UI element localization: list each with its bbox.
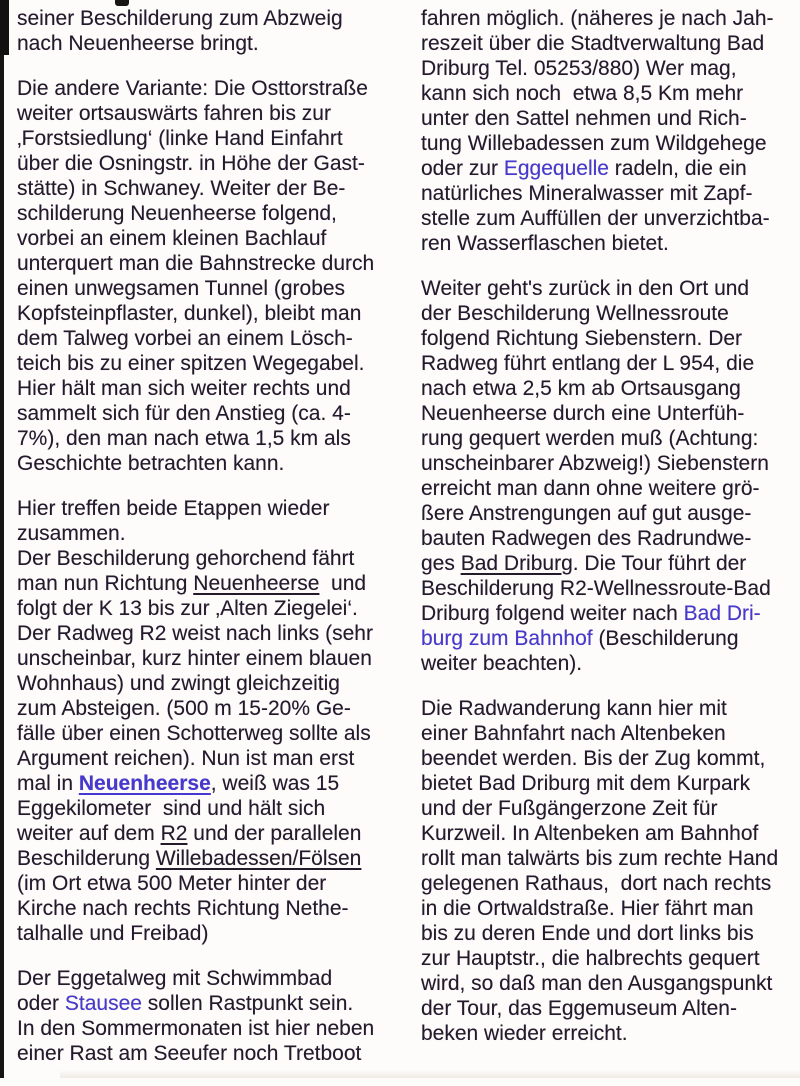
- text-segment: unscheinbar, kurz hinter einem blauen: [17, 647, 372, 670]
- text-segment: radeln, die ein: [608, 157, 747, 180]
- paragraph: [421, 696, 797, 1046]
- text-segment: reszeit über die Stadtverwaltung Bad: [421, 32, 765, 55]
- text-segment: man nun Richtung: [17, 572, 194, 595]
- text-line: [17, 991, 397, 1016]
- text-line: [17, 451, 397, 476]
- text-line: [17, 496, 397, 521]
- text-line: [17, 596, 397, 621]
- text-line: [421, 501, 797, 526]
- text-segment: seiner Beschilderung zum Abzweig: [17, 7, 343, 30]
- text-line: [17, 671, 397, 696]
- text-segment: schilderung Neuenheerse folgend,: [17, 202, 337, 225]
- text-line: [17, 31, 397, 56]
- text-segment: gelegenen Rathaus, dort nach rechts: [421, 872, 772, 895]
- text-segment: Eggekilometer sind und hält sich: [17, 797, 326, 820]
- text-line: [421, 626, 797, 651]
- text-line: [421, 1021, 797, 1046]
- paragraph: [17, 76, 397, 476]
- text-segment: Beschilderung: [17, 847, 156, 870]
- text-line: [17, 1016, 397, 1041]
- text-line: [421, 476, 797, 501]
- text-line: [17, 151, 397, 176]
- text-segment: und der Fußgängerzone Zeit für: [421, 797, 718, 820]
- text-segment: Radweg führt entlang der L 954, die: [421, 352, 755, 375]
- text-line: [421, 351, 797, 376]
- text-segment: Geschichte betrachten kann.: [17, 452, 285, 475]
- text-segment: mal in: [17, 772, 79, 795]
- text-line: [17, 796, 397, 821]
- text-line: [17, 921, 397, 946]
- text-segment: Der Radweg R2 weist nach links (sehr: [17, 622, 373, 645]
- text-segment: Willebadessen/Fölsen: [155, 847, 362, 870]
- scan-bottom-shadow: [60, 1070, 800, 1078]
- text-line: [421, 551, 797, 576]
- text-segment: zur Hauptstr., die halbrechts gequert: [421, 947, 760, 970]
- text-segment: und der parallelen: [187, 822, 362, 845]
- text-segment: stätte) in Schwaney. Weiter der Be-: [17, 177, 346, 200]
- text-line: [421, 106, 797, 131]
- text-line: [421, 746, 797, 771]
- text-segment: Die andere Variante: Die Osttorstraße: [17, 77, 368, 100]
- text-line: [421, 601, 797, 626]
- text-line: [17, 101, 397, 126]
- text-segment: unterquert man die Bahnstrecke durch: [17, 252, 375, 275]
- text-line: [17, 546, 397, 571]
- text-segment: teich bis zu einer spitzen Wegegabel.: [17, 352, 365, 375]
- text-segment: tung Willebadessen zum Wildgehege: [421, 132, 767, 155]
- text-segment: bauten Radwegen des Radrundwe-: [421, 527, 752, 550]
- text-line: [17, 696, 397, 721]
- text-line: [421, 326, 797, 351]
- text-segment: folgend Richtung Siebenstern. Der: [421, 327, 743, 350]
- text-segment: rollt man talwärts bis zum rechte Hand: [421, 847, 779, 870]
- text-line: [421, 56, 797, 81]
- text-segment: vorbei an einem kleinen Bachlauf: [17, 227, 327, 250]
- text-segment: talhalle und Freibad): [17, 922, 209, 945]
- text-line: [17, 376, 397, 401]
- text-line: [421, 896, 797, 921]
- text-line: [17, 571, 397, 596]
- text-segment: ren Wasserflaschen bietet.: [421, 232, 669, 255]
- text-segment: Die Radwanderung kann hier mit: [421, 697, 727, 720]
- text-segment: über die Osningstr. in Höhe der Gast-: [17, 152, 365, 175]
- text-segment: unscheinbarer Abzweig!) Siebenstern: [421, 452, 769, 475]
- text-line: [421, 451, 797, 476]
- link-neuenheerse[interactable]: Neuenheerse: [78, 772, 211, 795]
- text-line: [421, 921, 797, 946]
- text-segment: zusammen.: [17, 522, 126, 545]
- text-line: [17, 351, 397, 376]
- text-line: [17, 721, 397, 746]
- text-line: [421, 206, 797, 231]
- text-line: [421, 821, 797, 846]
- text-line: [17, 846, 397, 871]
- text-line: [17, 6, 397, 31]
- text-segment: Kopfsteinpflaster, dunkel), bleibt man: [17, 302, 362, 325]
- text-segment: In den Sommermonaten ist hier neben: [17, 1017, 375, 1040]
- text-line: [421, 996, 797, 1021]
- paragraph: [17, 496, 397, 946]
- text-line: [421, 401, 797, 426]
- text-segment: beendet werden. Bis der Zug kommt,: [421, 747, 766, 770]
- paragraph: [421, 6, 797, 256]
- text-segment: Neuenheerse durch eine Unterfüh-: [421, 402, 745, 425]
- text-line: [17, 276, 397, 301]
- text-segment: beken wieder erreicht.: [421, 1022, 628, 1045]
- text-segment: fahren möglich. (näheres je nach Jah-: [421, 7, 774, 30]
- text-segment: in die Ortwaldstraße. Hier fährt man: [421, 897, 754, 920]
- text-segment: (Beschilderung: [592, 627, 739, 650]
- text-segment: weiter ortsauswärts fahren bis zur: [17, 102, 331, 125]
- link-stausee[interactable]: Stausee: [64, 992, 142, 1015]
- text-segment: Der Eggetalweg mit Schwimmbad: [17, 967, 333, 990]
- text-segment: 7%), den man nach etwa 1,5 km als: [17, 427, 351, 450]
- text-segment: und: [319, 572, 367, 595]
- text-line: [421, 6, 797, 31]
- text-line: [17, 821, 397, 846]
- text-segment: natürliches Mineralwasser mit Zapf-: [421, 182, 753, 205]
- text-segment: Kirche nach rechts Richtung Nethe-: [17, 897, 349, 920]
- text-segment: R2: [160, 822, 188, 845]
- text-segment: zum Absteigen. (500 m 15-20% Ge-: [17, 697, 351, 720]
- text-line: [421, 81, 797, 106]
- text-segment: Kurzweil. In Altenbeken am Bahnhof: [421, 822, 759, 845]
- text-segment: der Beschilderung Wellnessroute: [421, 302, 729, 325]
- text-segment: Neuenheerse: [193, 572, 320, 595]
- text-line: [17, 76, 397, 101]
- text-segment: nach etwa 2,5 km ab Ortsausgang: [421, 377, 741, 400]
- text-segment: folgt der K 13 bis zur ‚Alten Ziegelei‘.: [17, 597, 358, 620]
- text-line: [17, 646, 397, 671]
- text-line: [17, 521, 397, 546]
- text-line: [421, 771, 797, 796]
- text-segment: bis zu deren Ende und dort links bis: [421, 922, 754, 945]
- text-segment: Wohnhaus) und zwingt gleichzeitig: [17, 672, 340, 695]
- text-segment: fälle über einen Schotterweg sollte als: [17, 722, 371, 745]
- text-line: [17, 746, 397, 771]
- text-segment: Hier hält man sich weiter rechts und: [17, 377, 351, 400]
- text-segment: ßere Anstrengungen auf gut ausge-: [421, 502, 752, 525]
- text-line: [17, 326, 397, 351]
- text-line: [421, 796, 797, 821]
- text-line: [17, 871, 397, 896]
- text-column-right: [421, 6, 797, 1066]
- text-line: [17, 771, 397, 796]
- text-line: [421, 696, 797, 721]
- text-segment: nach Neuenheerse bringt.: [17, 32, 259, 55]
- text-line: [421, 181, 797, 206]
- text-column-left: [17, 6, 397, 1086]
- paragraph: [17, 966, 397, 1066]
- text-segment: Argument reichen). Nun ist man erst: [17, 747, 355, 770]
- text-segment: Driburg Tel. 05253/880) Wer mag,: [421, 57, 737, 80]
- text-line: [421, 721, 797, 746]
- text-line: [17, 966, 397, 991]
- link-burg-zum-bahnhof[interactable]: burg zum Bahnhof: [421, 627, 593, 650]
- text-segment: ‚Forstsiedlung‘ (linke Hand Einfahrt: [17, 127, 343, 150]
- text-line: [17, 201, 397, 226]
- text-line: [421, 376, 797, 401]
- text-segment: rung gequert werden muß (Achtung:: [421, 427, 759, 450]
- text-line: [17, 426, 397, 451]
- text-segment: Der Beschilderung gehorchend fährt: [17, 547, 355, 570]
- text-line: [17, 251, 397, 276]
- text-line: [421, 156, 797, 181]
- text-segment: einen unwegsamen Tunnel (grobes: [17, 277, 346, 300]
- text-segment: einer Rast am Seeufer noch Tretboot: [17, 1042, 362, 1065]
- text-segment: dem Talweg vorbei an einem Lösch-: [17, 327, 353, 350]
- text-segment: bietet Bad Driburg mit dem Kurpark: [421, 772, 751, 795]
- text-segment: stelle zum Auffüllen der unverzichtba-: [421, 207, 770, 230]
- text-line: [17, 176, 397, 201]
- text-line: [17, 126, 397, 151]
- text-segment: Beschilderung R2-Wellnessroute-Bad: [421, 577, 771, 600]
- text-line: [421, 231, 797, 256]
- text-line: [421, 131, 797, 156]
- text-segment: oder zur: [421, 157, 504, 180]
- text-line: [17, 896, 397, 921]
- text-line: [421, 971, 797, 996]
- text-line: [421, 651, 797, 676]
- text-segment: ges: [421, 552, 461, 575]
- text-segment: Driburg folgend weiter nach: [421, 602, 684, 625]
- text-line: [17, 226, 397, 251]
- text-line: [421, 301, 797, 326]
- text-line: [421, 846, 797, 871]
- text-segment: sollen Rastpunkt sein.: [141, 992, 354, 1015]
- text-segment: oder: [17, 992, 65, 1015]
- text-line: [421, 576, 797, 601]
- text-segment: der Tour, das Eggemuseum Alten-: [421, 997, 737, 1020]
- text-segment: Weiter geht's zurück in den Ort und: [421, 277, 750, 300]
- link-bad-dri[interactable]: Bad Dri-: [683, 602, 761, 625]
- text-line: [17, 401, 397, 426]
- text-line: [421, 426, 797, 451]
- text-segment: weiter auf dem: [17, 822, 161, 845]
- text-line: [421, 276, 797, 301]
- text-line: [17, 621, 397, 646]
- text-segment: kann sich noch etwa 8,5 Km mehr: [421, 82, 744, 105]
- text-segment: unter den Sattel nehmen und Rich-: [421, 107, 747, 130]
- text-segment: erreicht man dann ohne weitere grö-: [421, 477, 760, 500]
- scan-edge-artifact-top-left: [0, 0, 9, 55]
- text-segment: . Die Tour führt der: [572, 552, 747, 575]
- text-line: [421, 871, 797, 896]
- text-segment: wird, so daß man den Ausgangspunkt: [421, 972, 773, 995]
- paragraph: [421, 276, 797, 676]
- text-line: [17, 1041, 397, 1066]
- text-segment: sammelt sich für den Anstieg (ca. 4-: [17, 402, 351, 425]
- text-segment: Bad Driburg: [460, 552, 573, 575]
- text-segment: einer Bahnfahrt nach Altenbeken: [421, 722, 726, 745]
- text-segment: (im Ort etwa 500 Meter hinter der: [17, 872, 327, 895]
- scan-edge-artifact-left: [0, 0, 4, 1078]
- text-segment: , weiß was 15: [210, 772, 340, 795]
- text-line: [421, 31, 797, 56]
- text-segment: Hier treffen beide Etappen wieder: [17, 497, 330, 520]
- text-line: [17, 301, 397, 326]
- text-line: [421, 526, 797, 551]
- text-line: [421, 946, 797, 971]
- paragraph: [17, 6, 397, 56]
- text-segment: weiter beachten).: [421, 652, 583, 675]
- link-eggequelle[interactable]: Eggequelle: [503, 157, 609, 180]
